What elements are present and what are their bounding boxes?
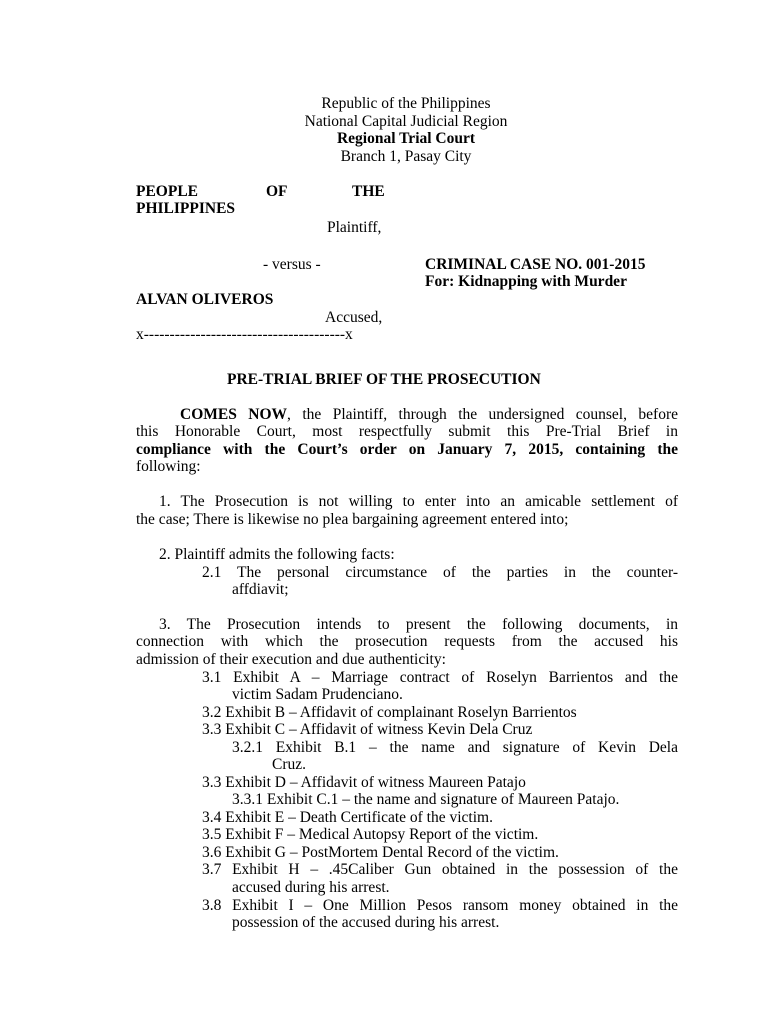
exhibit-3-7-line-1: 3.7 Exhibit H – .45Caliber Gun obtained in the possession of the	[202, 861, 678, 878]
intro-line-2: this Honorable Court, most respectfully submit this Pre-Trial Brief in	[136, 423, 678, 440]
intro-line-4: following:	[136, 458, 201, 475]
item3-line-2: connection with which the prosecution requests from the accused his	[136, 633, 678, 650]
case-nature: For: Kidnapping with Murder	[425, 273, 627, 290]
header-branch: Branch 1, Pasay City	[340, 148, 472, 165]
item2-sub-line-1: 2.1 The personal circumstance of the parties in the counter-	[202, 564, 678, 581]
exhibit-3-2: 3.2 Exhibit B – Affidavit of complainant Roselyn Barrientos	[202, 704, 577, 721]
exhibit-3-6: 3.6 Exhibit G – PostMortem Dental Record of the victim.	[202, 844, 559, 861]
intro-line-1-text: , the Plaintiff, through the undersigned counsel, before	[287, 406, 678, 423]
header-court: Regional Trial Court	[336, 130, 476, 147]
caption-versus: - versus -	[263, 256, 321, 273]
exhibit-3-4: 3.4 Exhibit E – Death Certificate of the victim.	[202, 809, 493, 826]
exhibit-3-8-line-2: possession of the accused during his arrest.	[232, 914, 500, 931]
caption-plaintiff: Plaintiff,	[327, 219, 382, 236]
document-title: PRE-TRIAL BRIEF OF THE PROSECUTION	[227, 371, 541, 388]
intro-line-3: compliance with the Court’s order on January 7, 2015, containing the	[136, 441, 678, 458]
header-region: National Capital Judicial Region	[304, 113, 508, 130]
caption-accused-label: Accused,	[325, 309, 383, 326]
caption-separator: x---------------------------------------x	[136, 326, 353, 343]
caption-accused-name: ALVAN OLIVEROS	[136, 291, 274, 308]
exhibit-3-3-d: 3.3 Exhibit D – Affidavit of witness Maureen Patajo	[202, 774, 526, 791]
exhibit-3-7-line-2: accused during his arrest.	[232, 879, 390, 896]
caption-of: OF	[266, 183, 288, 200]
item3-line-3: admission of their execution and due authenticity:	[136, 651, 446, 668]
exhibit-3-1-line-1: 3.1 Exhibit A – Marriage contract of Roselyn Barrientos and the	[202, 669, 678, 686]
intro-line-1	[180, 406, 678, 423]
caption-the: THE	[352, 183, 385, 200]
caption-people: PEOPLE	[136, 183, 199, 200]
exhibit-3-5: 3.5 Exhibit F – Medical Autopsy Report of the victim.	[202, 826, 539, 843]
header-republic: Republic of the Philippines	[321, 95, 491, 112]
exhibit-3-8-line-1: 3.8 Exhibit I – One Million Pesos ransom money obtained in the	[202, 897, 678, 914]
exhibit-3-1-line-2: victim Sadam Prudenciano.	[232, 686, 403, 703]
item1-line-1: 1. The Prosecution is not willing to enter into an amicable settlement of	[159, 493, 678, 510]
item3-line-1: 3. The Prosecution intends to present the following documents, in	[159, 616, 678, 633]
exhibit-3-3-1: 3.3.1 Exhibit C.1 – the name and signature of Maureen Patajo.	[232, 791, 620, 808]
exhibit-3-2-1-line-1: 3.2.1 Exhibit B.1 – the name and signature of Kevin Dela	[232, 739, 678, 756]
case-number: CRIMINAL CASE NO. 001-2015	[425, 256, 646, 273]
item2-sub-line-2: affdiavit;	[232, 581, 289, 598]
exhibit-3-2-1-line-2: Cruz.	[272, 756, 307, 773]
comes-now-phrase: COMES NOW	[180, 406, 288, 423]
caption-philippines: PHILIPPINES	[136, 200, 236, 217]
item1-line-2: the case; There is likewise no plea bargaining agreement entered into;	[136, 511, 569, 528]
item2-line-1: 2. Plaintiff admits the following facts:	[159, 546, 395, 563]
exhibit-3-3-c: 3.3 Exhibit C – Affidavit of witness Kevin Dela Cruz	[202, 721, 533, 738]
